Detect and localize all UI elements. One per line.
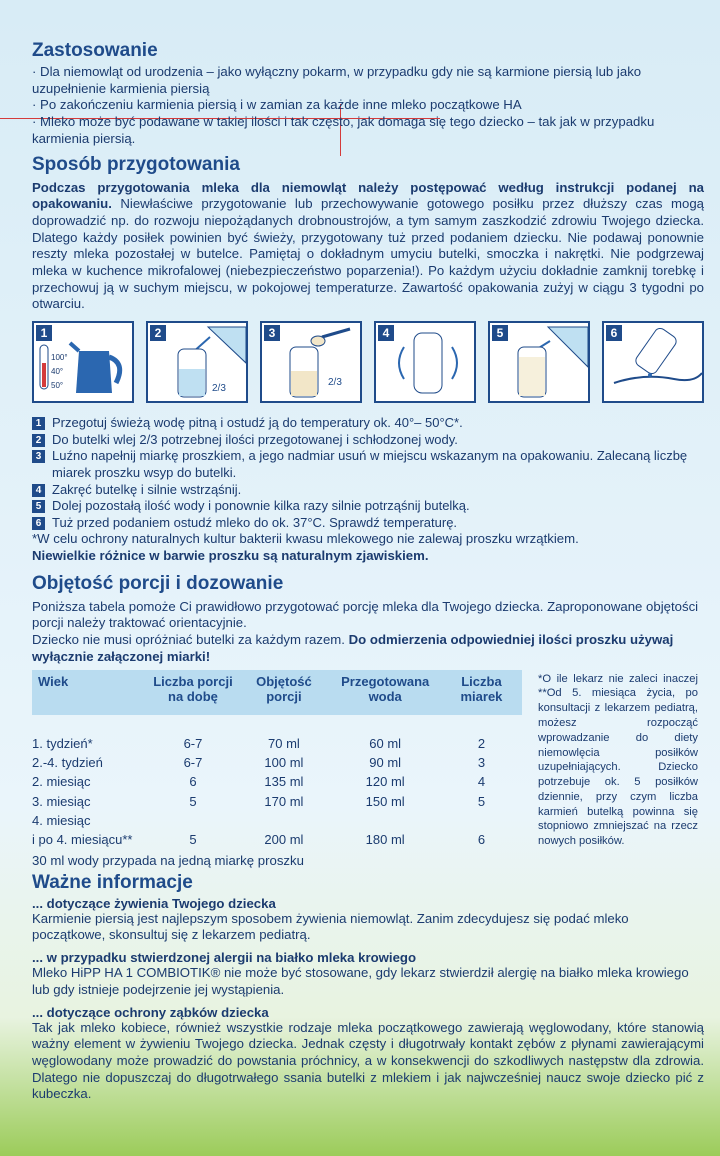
table-cell: i po 4. miesiącu** (32, 831, 133, 847)
important-text: Tak jak mleko kobiece, również wszystkie rodzaje mleka początkowego zawierają węglowodany, które stanowią ważny element w żywieniu Twojego dziecka. Jednak częsty i długotrwały kontakt zębów z płynami zawierającymi węglowodany może prowadzić do powstania próchnicy, a w konsekwencji do szkodliwych następstw dla zdrowia. Dlatego nie dopuszczaj do długotrwałego ssania butelki z mlekiem i jak najwcześniej naucz swoje dziecko pić z kubeczka. (32, 1019, 704, 1102)
table-cell: 1. tydzień* (32, 735, 93, 751)
important-section (32, 896, 704, 1103)
important-heading: ... dotyczące ochrony ząbków dziecka (32, 1004, 269, 1020)
step-item (32, 482, 704, 499)
step-number-box: 5 (32, 500, 45, 513)
portion-intro: Poniższa tabela pomoże Ci prawidłowo przygotować porcję mleka dla Twojego dziecka. Zaproponowane objętości porcji należy traktować orientacyjnie. (32, 598, 699, 631)
preparation-text (32, 180, 704, 314)
step-number: 5 (492, 325, 508, 341)
step-illustration-5 (488, 321, 590, 403)
scoop-water-note: 30 ml wody przypada na jedną miarkę proszku (32, 853, 304, 869)
step-item (32, 432, 704, 449)
table-cell: 150 ml (365, 793, 405, 809)
important-heading: ... dotyczące żywienia Twojego dziecka (32, 895, 276, 911)
table-row (32, 811, 522, 830)
step-number-box: 3 (32, 450, 45, 463)
table-cell (148, 811, 239, 830)
table-cell: 6-7 (183, 735, 203, 751)
important-heading: ... w przypadku stwierdzonej alergii na białko mleka krowiego (32, 950, 417, 966)
step-illustrations (32, 321, 704, 403)
important-text: Mleko HiPP HA 1 COMBIOTIK® nie może być stosowane, gdy lekarz stwierdził alergię na białko mleka krowiego lub gdy istnieje podejrzenie jej wystąpienia. (32, 965, 689, 997)
table-cell: 2.-4. tydzień (32, 755, 103, 771)
important-title: Ważne informacje (32, 871, 193, 893)
table-cell: 6 (477, 831, 486, 847)
table-row (32, 753, 522, 772)
step-list (32, 415, 704, 531)
portion-scoop-warning: Do odmierzenia odpowiedniej ilości proszku używaj wyłącznie załączonej miarki! (32, 632, 674, 664)
table-cell: 2. miesiąc (32, 774, 91, 790)
usage-item: · Po zakończeniu karmienia piersią i w zamian za każde inne mleko początkowe HA (32, 97, 522, 113)
dosage-section (32, 670, 704, 850)
step-text: Dolej pozostałą ilość wody i ponownie kilka razy silnie potrząśnij butelką. (52, 498, 470, 514)
step-item (32, 515, 704, 532)
svg-text:2/3: 2/3 (328, 377, 342, 389)
step-number: 1 (36, 325, 52, 341)
table-cell: 60 ml (369, 735, 402, 751)
usage-list (32, 64, 704, 148)
table-cell: 70 ml (268, 735, 300, 751)
portion-bottle-note: Dziecko nie musi opróżniać butelki za każdym razem. (32, 632, 345, 648)
table-cell: 5 (189, 793, 197, 809)
table-row (32, 791, 522, 810)
table-cell: 90 ml (369, 755, 402, 771)
table-cell: 180 ml (365, 831, 405, 847)
step-illustration-4 (374, 321, 476, 403)
step-number-box: 4 (32, 484, 45, 497)
preparation-title: Sposób przygotowania (32, 153, 240, 175)
thermo-label: 100° (51, 353, 68, 363)
table-cell: 5 (477, 793, 486, 809)
column-header: Przegotowana woda (329, 670, 440, 715)
column-header: Liczba miarek (441, 670, 522, 715)
table-cell: 200 ml (264, 831, 304, 847)
thermo-label: 50° (51, 381, 64, 391)
usage-item: · Mleko może być podawane w takiej ilości i tak często, jak domaga się tego dziecko – tak jak w przypadku karmienia piersią. (32, 114, 655, 146)
step-text: Do butelki wlej 2/3 potrzebnej ilości przegotowanej i schłodzonej wody. (52, 431, 458, 447)
step-text: Zakręć butelkę i silnie wstrząśnij. (52, 481, 242, 497)
table-row (32, 734, 522, 753)
column-header: Objętość porcji (238, 670, 329, 715)
svg-text:2/3: 2/3 (212, 383, 226, 395)
table-cell: 5 (189, 831, 197, 847)
step-number: 4 (378, 325, 394, 341)
step-illustration-2 (146, 321, 248, 403)
step-illustration-1 (32, 321, 134, 403)
table-cell: 100 ml (264, 755, 304, 771)
step-number: 6 (606, 325, 622, 341)
table-cell: 4 (477, 774, 486, 790)
dosage-table (32, 670, 522, 850)
step-number-box: 6 (32, 517, 45, 530)
table-row (32, 830, 522, 849)
table-row (32, 772, 522, 791)
table-cell (329, 811, 440, 830)
step-text: Przegotuj świeżą wodę pitną i ostudź ją do temperatury ok. 40°– 50°C*. (52, 415, 463, 431)
portion-scoop-instruction (32, 632, 704, 665)
table-cell: 6 (189, 774, 197, 790)
table-cell: 3 (477, 755, 486, 771)
step-illustration-6 (602, 321, 704, 403)
step-illustration-3 (260, 321, 362, 403)
thermo-scale (51, 351, 68, 393)
table-cell: 120 ml (365, 774, 405, 790)
important-text: Karmienie piersią jest najlepszym sposobem żywienia niemowląt. Zanim zdecydujesz się podać mleko początkowe, skonsultuj się z lekarzem pediatrą. (32, 910, 629, 943)
table-cell (441, 811, 522, 830)
column-header: Wiek (32, 670, 148, 715)
table-cell: 2 (477, 735, 486, 751)
column-header: Liczba porcji na dobę (148, 670, 239, 715)
step-text: Luźno napełnij miarkę proszkiem, a jego nadmiar usuń w miejscu wskazanym na opakowaniu. Zalecaną liczbę miarek proszku wsyp do butelki. (52, 448, 688, 480)
step-item (32, 415, 704, 432)
step-text: Tuż przed podaniem ostudź mleko do ok. 37°C. Sprawdź temperaturę. (52, 514, 458, 530)
portion-title: Objętość porcji i dozowanie (32, 572, 284, 594)
step-number: 2 (150, 325, 166, 341)
step-item (32, 498, 704, 515)
usage-title: Zastosowanie (32, 40, 158, 61)
preparation-body: Niewłaściwe przygotowanie lub przechowywanie gotowego posiłku przez dłuższy czas mogą doprowadzić np. do rozwoju niepożądanych drobnoustrojów, a tym samym zaszkodzić zdrowiu Twojego dziecka. Dlatego każdy posiłek powinien być świeży, przygotowany tuż przed podaniem dziecku. Nie podawaj ponownie reszty mleka pozostałej w butelce. Pamiętaj o dokładnym umyciu butelki, smoczka i nakrętki. Nie podgrzewaj mleka w kuchence mikrofalowej (niebezpieczeństwo poparzenia!). Po każdym użyciu dokładnie zamknij torebkę i przechowuj ją w suchym miejscu, w pokojowej temperaturze. Zawartość opakowania zużyj w ciągu 3 tygodni po otwarciu. (32, 196, 705, 312)
thermo-label: 40° (51, 367, 64, 377)
step-number-box: 1 (32, 417, 45, 430)
leaflet-content (32, 40, 704, 1103)
preparation-lead: Podczas przygotowania mleka dla niemowląt należy postępować według instrukcji podanej na opakowaniu. (32, 179, 704, 212)
table-cell: 6-7 (183, 755, 203, 771)
table-cell (238, 811, 329, 830)
table-cell: 135 ml (264, 774, 304, 790)
preparation-footnote: *W celu ochrony naturalnych kultur bakterii kwasu mlekowego nie zalewaj proszku wrzątkiem. (32, 531, 579, 547)
usage-item: · Dla niemowląt od urodzenia – jako wyłączny pokarm, w przypadku gdy nie są karmione piersią lub jako uzupełnienie karmienia piersią (32, 64, 642, 96)
powder-color-note: Niewielkie różnice w barwie proszku są naturalnym zjawiskiem. (32, 548, 429, 563)
step-number: 3 (264, 325, 280, 341)
table-header-row (32, 670, 522, 715)
step-item (32, 448, 704, 481)
table-cell: 170 ml (264, 793, 304, 809)
step-number-box: 2 (32, 434, 45, 447)
table-cell: 4. miesiąc (32, 812, 91, 828)
table-cell: 3. miesiąc (32, 793, 91, 809)
dosage-footnote: *O ile lekarz nie zaleci inaczej **Od 5. miesiąca życia, po konsultacji z lekarzem pediatrą, możesz rozpocząć wprowadzanie do diety niemowlęcia posiłków uzupełniających. Dziecko potrzebuje ok. 5 posiłków dziennie, przy czym liczba karmień butelką powinna się stopniowo zmniejszać na rzecz nowych posiłków. (538, 672, 698, 848)
